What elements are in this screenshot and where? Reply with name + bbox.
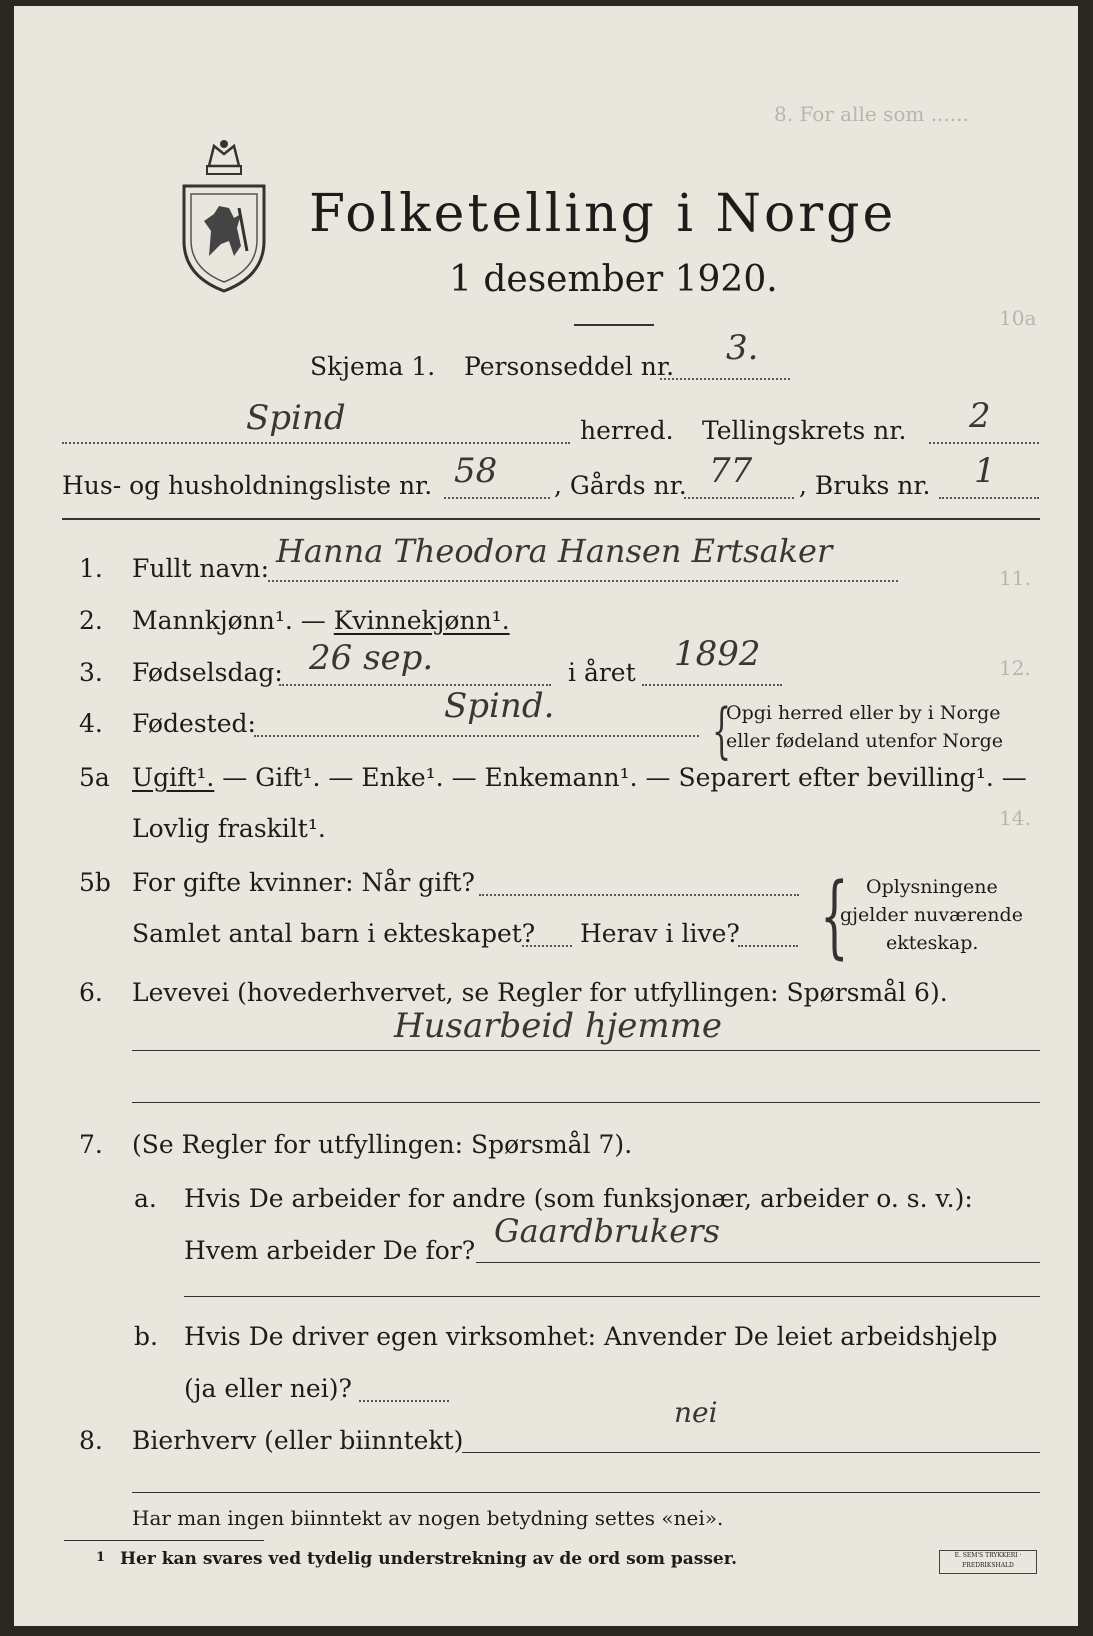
- q2-options: [132, 606, 510, 635]
- occupation-line-2: [132, 1102, 1040, 1103]
- tellingskrets-line: [929, 442, 1039, 444]
- occupation-value[interactable]: Husarbeid hjemme: [394, 1006, 723, 1046]
- q8-label: Bierhverv (eller biinntekt): [132, 1426, 464, 1455]
- q7b-text: Hvis De driver egen virksomhet: Anvender De leiet arbeidshjelp: [184, 1322, 998, 1351]
- married-when-line: [479, 894, 799, 896]
- full-name-value[interactable]: Hanna Theodora Hansen Ertsaker: [276, 532, 833, 570]
- birthplace-line: [254, 735, 699, 737]
- married-when-label: For gifte kvinner: Når gift?: [132, 868, 475, 897]
- q7a-question: Hvem arbeider De for?: [184, 1236, 476, 1265]
- q4-label: Fødested:: [132, 709, 256, 738]
- q7b-letter: b.: [134, 1322, 158, 1351]
- herred-line: [62, 442, 570, 444]
- herred-label: herred.: [580, 416, 674, 445]
- title-divider: [574, 324, 654, 326]
- q7-number: 7.: [79, 1130, 103, 1159]
- children-label: Samlet antal barn i ekteskapet?: [132, 919, 536, 948]
- bleed-through-text: 8. For alle som ......: [774, 102, 969, 126]
- footnote-divider: [64, 1540, 264, 1541]
- q7a-letter: a.: [134, 1184, 157, 1213]
- q5b-note-line2: gjelder nuværende: [840, 904, 1023, 926]
- birthplace-value[interactable]: Spind.: [444, 686, 555, 726]
- q8-number: 8.: [79, 1426, 103, 1455]
- printer-stamp: E. SEM'S TRYKKERI · FREDRIKSHALD: [939, 1550, 1037, 1574]
- q4-number: 4.: [79, 709, 103, 738]
- q6-label: Levevei (hovederhvervet, se Regler for utfyllingen: Spørsmål 6).: [132, 978, 948, 1007]
- children-line: [522, 945, 572, 947]
- option-separator: —: [292, 606, 334, 635]
- q7-label: (Se Regler for utfyllingen: Spørsmål 7).: [132, 1130, 633, 1159]
- census-form-page: [14, 6, 1078, 1626]
- ugift-option[interactable]: Ugift¹.: [132, 763, 215, 792]
- year-line: [642, 684, 782, 686]
- husholdningsliste-line: [444, 497, 550, 499]
- tellingskrets-value[interactable]: 2: [969, 396, 991, 436]
- employer-line-2: [184, 1296, 1040, 1297]
- male-option[interactable]: Mannkjønn¹.: [132, 606, 293, 635]
- bleed-through-text: 14.: [999, 806, 1031, 830]
- form-date: 1 desember 1920.: [449, 259, 778, 300]
- marital-other-options[interactable]: — Gift¹. — Enke¹. — Enkemann¹. — Separert efter bevilling¹. —: [214, 763, 1027, 792]
- q5b-note-line3: ekteskap.: [886, 932, 979, 954]
- bruks-value[interactable]: 1: [974, 451, 996, 491]
- bleed-through-text: 10a: [999, 306, 1037, 330]
- bruks-label: , Bruks nr.: [799, 471, 931, 500]
- employer-line: [476, 1262, 1040, 1263]
- q3-number: 3.: [79, 658, 103, 687]
- herred-value[interactable]: Spind: [246, 398, 346, 438]
- q1-label: Fullt navn:: [132, 554, 270, 583]
- employer-value[interactable]: Gaardbrukers: [494, 1212, 720, 1250]
- skjema-label: Skjema 1.: [310, 352, 436, 381]
- living-children-label: Herav i live?: [580, 919, 740, 948]
- side-income-line: [462, 1452, 1040, 1453]
- personseddel-value[interactable]: 3.: [726, 328, 759, 368]
- gards-value[interactable]: 77: [709, 451, 753, 491]
- occupation-line-1: [132, 1050, 1040, 1051]
- q5b-number: 5b: [79, 868, 111, 897]
- personseddel-label: Personseddel nr.: [464, 352, 675, 381]
- gards-line: [684, 497, 794, 499]
- q3-label: Fødselsdag:: [132, 658, 283, 687]
- q4-note-line1: Opgi herred eller by i Norge: [726, 702, 1001, 724]
- q2-number: 2.: [79, 606, 103, 635]
- footnote-text: Her kan svares ved tydelig understrekning av de ord som passer.: [120, 1549, 738, 1569]
- q5b-note-line1: Oplysningene: [866, 876, 998, 898]
- bleed-through-text: 12.: [999, 656, 1031, 680]
- q6-number: 6.: [79, 978, 103, 1007]
- personseddel-line: [660, 378, 790, 380]
- q5a-number: 5a: [79, 763, 110, 792]
- husholdningsliste-label: Hus- og husholdningsliste nr.: [62, 471, 433, 500]
- form-title: Folketelling i Norge: [309, 184, 897, 244]
- birthday-value[interactable]: 26 sep.: [309, 638, 434, 678]
- hired-help-line: [359, 1400, 449, 1402]
- side-income-value[interactable]: nei: [674, 1396, 718, 1429]
- q1-number: 1.: [79, 554, 103, 583]
- q7b-question: (ja eller nei)?: [184, 1374, 352, 1403]
- marital-status-options: [132, 763, 1027, 792]
- q4-brace: {: [712, 696, 732, 766]
- q7a-text: Hvis De arbeider for andre (som funksjonær, arbeider o. s. v.):: [184, 1184, 973, 1213]
- tellingskrets-label: Tellingskrets nr.: [702, 416, 907, 445]
- year-label: i året: [568, 658, 636, 687]
- footnote-mark: 1: [96, 1550, 106, 1565]
- q1-line: [268, 580, 898, 582]
- q5b-brace: {: [820, 864, 849, 969]
- side-income-line-2: [132, 1492, 1040, 1493]
- q4-note-line2: eller fødeland utenfor Norge: [726, 730, 1003, 752]
- bruks-line: [939, 497, 1039, 499]
- living-children-line: [738, 945, 798, 947]
- female-option[interactable]: Kvinnekjønn¹.: [333, 606, 510, 635]
- husholdningsliste-value[interactable]: 58: [454, 451, 498, 491]
- gards-label: , Gårds nr.: [554, 471, 687, 500]
- birth-year-value[interactable]: 1892: [674, 634, 761, 674]
- norway-coat-of-arms-icon: [179, 136, 269, 296]
- bleed-through-text: 11.: [999, 566, 1031, 590]
- nei-instruction: Har man ingen biinntekt av nogen betydning settes «nei».: [132, 1506, 724, 1530]
- lovlig-fraskilt-option[interactable]: Lovlig fraskilt¹.: [132, 814, 326, 843]
- header-divider: [62, 518, 1040, 520]
